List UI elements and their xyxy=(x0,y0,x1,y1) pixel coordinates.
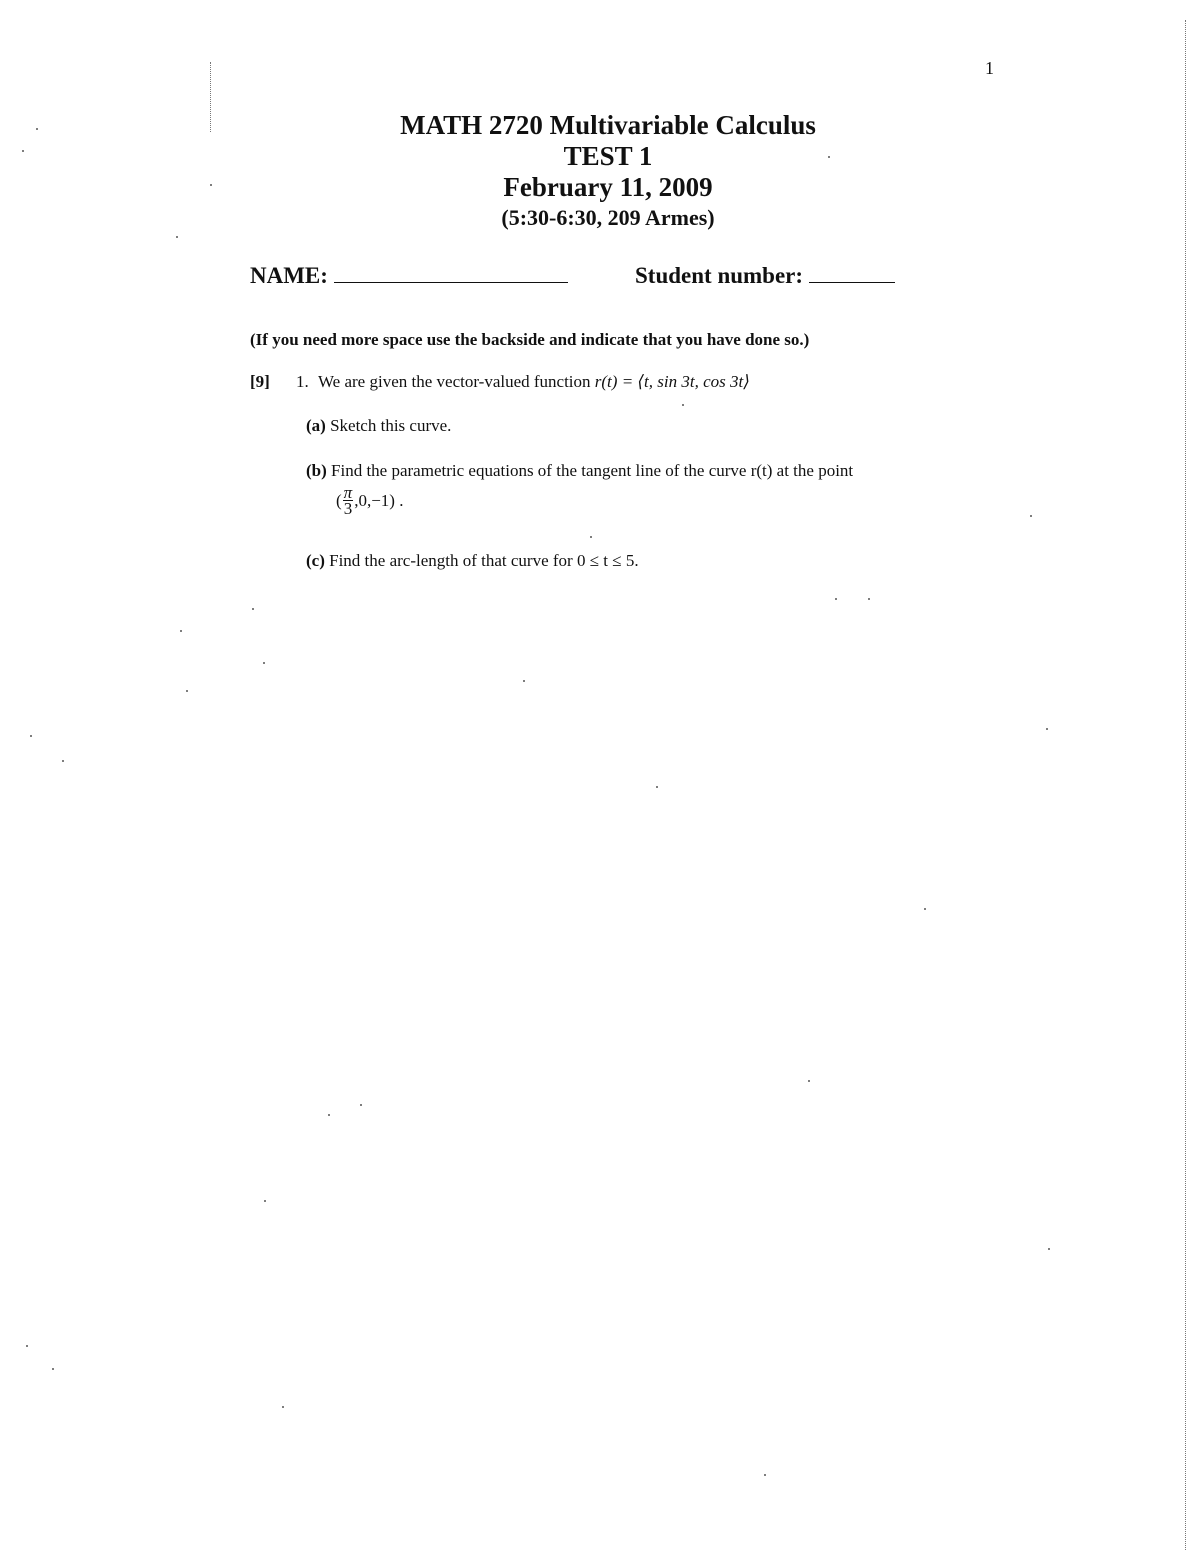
part-b-label: (b) xyxy=(306,461,327,480)
exam-header xyxy=(0,110,1200,233)
scan-dot xyxy=(252,608,254,610)
scan-dot xyxy=(360,1104,362,1106)
pi-over-three xyxy=(343,485,354,516)
scan-dot xyxy=(52,1368,54,1370)
part-b xyxy=(306,461,853,481)
name-blank[interactable] xyxy=(334,262,568,283)
name-label: NAME: xyxy=(250,263,328,288)
fraction-denominator: 3 xyxy=(343,499,353,518)
scan-dot xyxy=(590,536,592,538)
part-a-text: Sketch this curve. xyxy=(330,416,452,435)
exam-date: February 11, 2009 xyxy=(503,172,713,202)
name-field xyxy=(250,262,568,289)
scan-dot xyxy=(263,662,265,664)
scan-dot xyxy=(808,1080,810,1082)
tangent-point xyxy=(336,485,403,516)
scan-dot xyxy=(1030,515,1032,517)
question-text xyxy=(318,372,750,392)
scan-dot xyxy=(282,1406,284,1408)
part-a xyxy=(306,416,451,436)
fraction-numerator: π xyxy=(343,483,353,502)
scan-dot xyxy=(1048,1248,1050,1250)
scan-dotted-edge-left xyxy=(210,62,212,132)
question-points: [9] xyxy=(250,372,270,391)
scan-dot xyxy=(264,1200,266,1202)
scan-dot xyxy=(210,184,212,186)
part-b-text: Find the parametric equations of the tangent line of the curve r(t) at the point xyxy=(331,461,854,480)
question-number: 1. xyxy=(296,372,309,391)
exam-time-place: (5:30-6:30, 209 Armes) xyxy=(501,205,715,230)
scan-dot xyxy=(764,1474,766,1476)
scan-dot xyxy=(682,404,684,406)
instruction-text: (If you need more space use the backside and indicate that you have done so.) xyxy=(250,330,810,349)
scan-dot xyxy=(868,598,870,600)
student-number-blank[interactable] xyxy=(809,262,895,283)
scan-dot xyxy=(1046,728,1048,730)
scan-dot xyxy=(30,735,32,737)
course-title: MATH 2720 Multivariable Calculus xyxy=(400,110,816,140)
scan-dot xyxy=(523,680,525,682)
scan-dot xyxy=(835,598,837,600)
scan-dot xyxy=(62,760,64,762)
scan-dot xyxy=(22,150,24,152)
scan-dot xyxy=(176,236,178,238)
scan-dot xyxy=(26,1345,28,1347)
point-remaining-coords: ,0,−1) . xyxy=(354,490,404,510)
student-number-field xyxy=(635,262,895,289)
scan-dotted-edge-right xyxy=(1185,20,1187,1550)
scan-dot xyxy=(924,908,926,910)
page-number: 1 xyxy=(985,58,994,78)
part-c xyxy=(306,551,639,571)
question-intro: We are given the vector-valued function xyxy=(318,372,595,391)
part-c-text: Find the arc-length of that curve for 0 ≤ t ≤ 5. xyxy=(329,551,639,570)
scan-dot xyxy=(328,1114,330,1116)
scan-dot xyxy=(828,156,830,158)
part-c-label: (c) xyxy=(306,551,325,570)
scan-dot xyxy=(186,690,188,692)
student-number-label: Student number: xyxy=(635,263,804,288)
scan-dot xyxy=(180,630,182,632)
vector-function: r(t) = ⟨t, sin 3t, cos 3t⟩ xyxy=(594,372,750,391)
part-a-label: (a) xyxy=(306,416,326,435)
scan-dot xyxy=(36,128,38,130)
test-title: TEST 1 xyxy=(563,141,653,171)
scan-dot xyxy=(656,786,658,788)
point-open-paren: ( xyxy=(336,490,342,510)
